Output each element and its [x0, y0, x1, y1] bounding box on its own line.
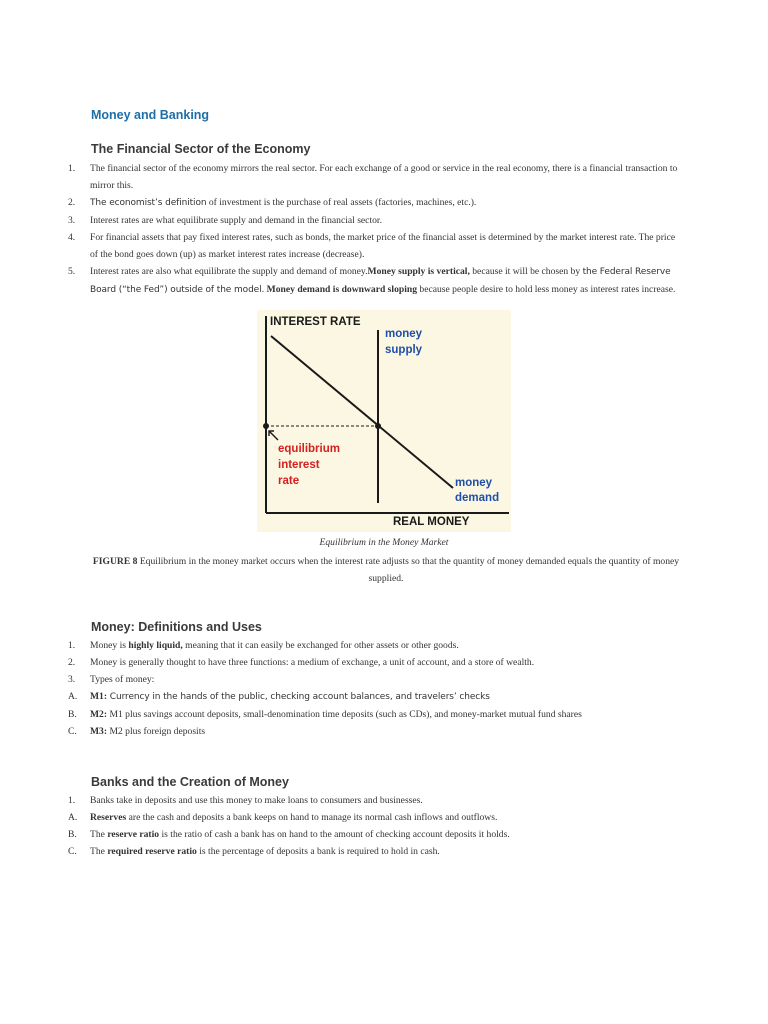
list-item-text: Money is generally thought to have three functions: a medium of exchange, a unit of account, and a store of wealth.	[90, 657, 535, 668]
bold-phrase: highly liquid,	[128, 640, 183, 651]
handwritten-phrase: Currency in the hands of the public, checking account balances, and travelers’ checks	[107, 692, 490, 702]
section-heading-financial-sector: The Financial Sector of the Economy	[91, 142, 311, 156]
figure-note: FIGURE 8 Equilibrium in the money market occurs when the interest rate adjusts so that the quantity of money demanded equals the quantity of money supplied.	[92, 556, 680, 584]
list-item	[0, 194, 768, 212]
list-marker: 1.	[68, 795, 76, 806]
bold-phrase: M2:	[90, 709, 108, 720]
bold-phrase: Money supply is vertical,	[367, 266, 470, 277]
list-item-text: The economist’s definition of investment is the purchase of real assets (factories, machines, etc.).	[90, 197, 477, 208]
list-marker: 3.	[68, 674, 76, 685]
equilibrium-point	[375, 423, 381, 429]
list-marker: C.	[68, 726, 77, 737]
list-item	[0, 671, 768, 688]
list-marker: 2.	[68, 657, 76, 668]
list-item-text: Interest rates are what equilibrate supply and demand in the financial sector.	[90, 215, 382, 226]
equilibrium-label-line3: rate	[278, 475, 300, 487]
list-item-text: M3: M2 plus foreign deposits	[90, 726, 206, 737]
money-market-figure	[257, 310, 511, 532]
list-marker: 5.	[68, 266, 76, 277]
list-marker: 1.	[68, 163, 76, 174]
list-item-text: M2: M1 plus savings account deposits, small-denomination time deposits (such as CDs), and money-market mutual fund shares	[90, 709, 582, 720]
list-item	[0, 654, 768, 671]
bold-phrase: M3:	[90, 726, 108, 737]
list-item-text: The required reserve ratio is the percentage of deposits a bank is required to hold in cash.	[90, 846, 440, 857]
list-item	[0, 637, 768, 654]
handwritten-phrase: The economist’s definition	[90, 198, 207, 208]
list-marker: B.	[68, 829, 77, 840]
money-market-diagram	[257, 310, 511, 532]
bold-phrase: Money demand is downward sloping	[264, 284, 418, 295]
list-item	[0, 792, 768, 809]
handwritten-phrase: the Federal Reserve Board (“the Fed”) outside of the model.	[90, 267, 671, 295]
bold-phrase: required reserve ratio	[107, 846, 197, 857]
list-marker: 2.	[68, 197, 76, 208]
list-marker: 4.	[68, 232, 76, 243]
supply-label-line1: money	[385, 328, 423, 340]
list-item-text: For financial assets that pay fixed interest rates, such as bonds, the market price of the financial asset is determined by the market interest rate. The price of the bond goes down (up) as market interest rates increase (decrease).	[90, 232, 676, 260]
equilibrium-arrow	[269, 431, 278, 440]
list-item	[0, 706, 768, 723]
section-heading-banks: Banks and the Creation of Money	[91, 775, 289, 789]
list-item-text: Reserves are the cash and deposits a bank keeps on hand to manage its normal cash inflows and outflows.	[90, 812, 498, 823]
figure-caption: Equilibrium in the Money Market	[319, 537, 449, 548]
list-item	[0, 263, 768, 299]
list-item	[0, 809, 768, 826]
list-marker: B.	[68, 709, 77, 720]
section-heading-money-definitions: Money: Definitions and Uses	[91, 620, 262, 634]
list-marker: A.	[68, 691, 78, 702]
list-item	[0, 826, 768, 843]
list-item	[0, 843, 768, 860]
list-marker: 1.	[68, 640, 76, 651]
list-item	[0, 723, 768, 740]
equilibrium-label-line2: interest	[278, 459, 320, 471]
equilibrium-label-line1: equilibrium	[278, 443, 340, 455]
figure-number: FIGURE 8	[92, 556, 138, 567]
list-item-text	[90, 688, 682, 706]
list-item-text: Banks take in deposits and use this money to make loans to consumers and businesses.	[90, 795, 423, 806]
document-title: Money and Banking	[91, 108, 210, 122]
money-definitions-list	[0, 637, 768, 740]
list-item-text: The reserve ratio is the ratio of cash a bank has on hand to the amount of checking account deposits it holds.	[90, 829, 510, 840]
supply-label-line2: supply	[385, 344, 423, 356]
bold-phrase: Reserves	[90, 812, 127, 823]
list-marker: A.	[68, 812, 78, 823]
list-item	[0, 229, 768, 263]
list-item	[0, 688, 768, 706]
financial-sector-list	[0, 160, 768, 299]
list-marker: 3.	[68, 215, 76, 226]
demand-label-line2: demand	[455, 492, 500, 504]
banks-list	[0, 792, 768, 860]
list-item-text: The financial sector of the economy mirrors the real sector. For each exchange of a good or service in the real economy, there is a financial transaction to mirror this.	[90, 163, 678, 191]
bold-phrase: reserve ratio	[107, 829, 160, 840]
bold-phrase: M1:	[90, 691, 108, 702]
list-item	[0, 212, 768, 229]
y-axis-label: INTEREST RATE	[270, 316, 361, 328]
list-item-text: Interest rates are also what equilibrate the supply and demand of money.Money supply is vertical, because it will be chosen by the Federal Reserve Board (“the Fed”) outside of the model. Money demand is downward sloping because people desire to hold less money as interest rates increase.	[90, 266, 676, 295]
list-marker: C.	[68, 846, 77, 857]
list-item-text: Types of money:	[90, 674, 155, 685]
demand-label-line1: money	[455, 477, 493, 489]
list-item-text: Money is highly liquid, meaning that it can easily be exchanged for other assets or other goods.	[90, 640, 459, 651]
equilibrium-axis-point	[263, 423, 269, 429]
list-item	[0, 160, 768, 194]
x-axis-label: REAL MONEY	[393, 516, 470, 528]
